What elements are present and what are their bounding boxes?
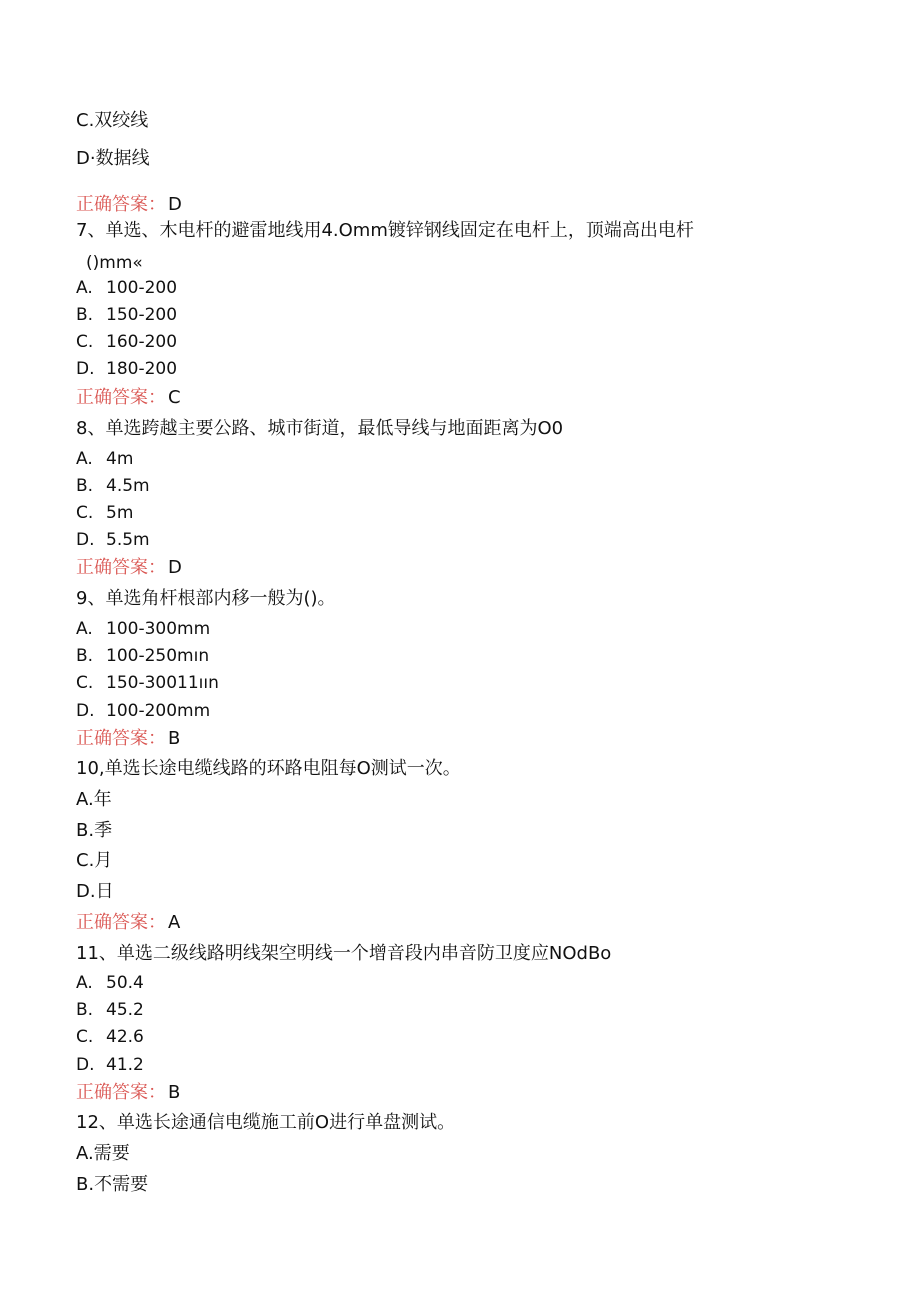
option-text: 50.4 xyxy=(106,973,144,993)
option-letter: D. xyxy=(76,530,95,550)
q10-option-a: A.年 xyxy=(76,789,112,810)
answer-value: D xyxy=(168,194,182,215)
option-text: 100-200mm xyxy=(106,701,211,721)
answer-label: 正确答案： xyxy=(76,387,166,408)
q8-stem: 8、单选跨越主要公路、城市街道，最低导线与地面距离为O0 xyxy=(76,418,564,439)
answer-value: C xyxy=(168,387,181,408)
q10-stem: 10,单选长途电缆线路的环路电阻每O测试一次。 xyxy=(76,758,461,779)
option-letter: D. xyxy=(76,359,95,379)
option-text: 45.2 xyxy=(106,1000,144,1020)
q10-option-d: D.日 xyxy=(76,881,114,902)
option-letter: B. xyxy=(76,646,94,666)
q8-option-c xyxy=(76,502,133,524)
option-text: 180-200 xyxy=(106,359,178,379)
q7-answer xyxy=(76,387,181,409)
q9-option-d xyxy=(76,700,210,722)
q11-option-c xyxy=(76,1026,144,1048)
answer-label: 正确答案： xyxy=(76,194,166,215)
q6-option-d: D·数据线 xyxy=(76,148,150,169)
option-text: 42.6 xyxy=(106,1027,144,1047)
option-text: 41.2 xyxy=(106,1055,144,1075)
option-letter: B. xyxy=(76,1000,94,1020)
q8-answer xyxy=(76,557,182,579)
option-letter: B. xyxy=(76,476,94,496)
option-text: 100-300mm xyxy=(106,619,211,639)
q9-stem: 9、单选角杆根部内移一般为()。 xyxy=(76,588,336,609)
answer-value: B xyxy=(168,1082,181,1103)
q7-option-d xyxy=(76,358,177,380)
option-letter: C. xyxy=(76,673,94,693)
q6-answer xyxy=(76,194,182,216)
q11-option-d xyxy=(76,1054,144,1076)
option-letter: D. xyxy=(76,1055,95,1075)
q7-option-a xyxy=(76,277,177,299)
q12-option-b: B.不需要 xyxy=(76,1174,149,1195)
option-letter: A. xyxy=(76,619,93,639)
q11-option-b xyxy=(76,999,144,1021)
q10-option-c: C.月 xyxy=(76,850,113,871)
option-letter: A. xyxy=(76,973,93,993)
q7-option-c xyxy=(76,331,177,353)
q6-option-c: C.双绞线 xyxy=(76,110,149,131)
q9-option-a xyxy=(76,618,210,640)
option-text: 100-200 xyxy=(106,278,178,298)
q12-stem: 12、单选长途通信电缆施工前O进行单盘测试。 xyxy=(76,1112,456,1133)
q9-answer xyxy=(76,728,180,750)
answer-label: 正确答案： xyxy=(76,557,166,578)
q11-option-a xyxy=(76,972,144,994)
q9-option-c xyxy=(76,672,219,694)
option-letter: D. xyxy=(76,701,95,721)
option-letter: C. xyxy=(76,332,94,352)
option-letter: A. xyxy=(76,278,93,298)
option-text: 160-200 xyxy=(106,332,178,352)
answer-label: 正确答案： xyxy=(76,912,166,933)
q11-answer xyxy=(76,1082,180,1104)
answer-label: 正确答案： xyxy=(76,728,166,749)
q11-stem: 11、单选二级线路明线架空明线一个增音段内串音防卫度应NOdBo xyxy=(76,943,612,964)
option-letter: C. xyxy=(76,503,94,523)
option-letter: A. xyxy=(76,449,93,469)
option-letter: B. xyxy=(76,305,94,325)
q10-answer xyxy=(76,912,180,934)
option-text: 5m xyxy=(106,503,134,523)
q7-option-b xyxy=(76,304,177,326)
option-text: 150-200 xyxy=(106,305,178,325)
q8-option-b xyxy=(76,475,150,497)
q8-option-a xyxy=(76,448,133,470)
q10-option-b: B.季 xyxy=(76,820,113,841)
option-text: 4.5m xyxy=(106,476,150,496)
answer-value: D xyxy=(168,557,182,578)
answer-label: 正确答案： xyxy=(76,1082,166,1103)
option-text: 150-30011ıın xyxy=(106,673,219,693)
option-text: 100-250mın xyxy=(106,646,210,666)
q9-option-b xyxy=(76,645,209,667)
answer-value: B xyxy=(168,728,181,749)
option-text: 5.5m xyxy=(106,530,150,550)
q7-stem: 7、单选、木电杆的避雷地线用4.Omm镀锌钢线固定在电杆上，顶端高出电杆 xyxy=(76,220,694,241)
q7-stem-cont: ()mm« xyxy=(86,253,143,273)
answer-value: A xyxy=(168,912,181,933)
option-letter: C. xyxy=(76,1027,94,1047)
option-text: 4m xyxy=(106,449,134,469)
q8-option-d xyxy=(76,529,150,551)
q12-option-a: A.需要 xyxy=(76,1143,130,1164)
